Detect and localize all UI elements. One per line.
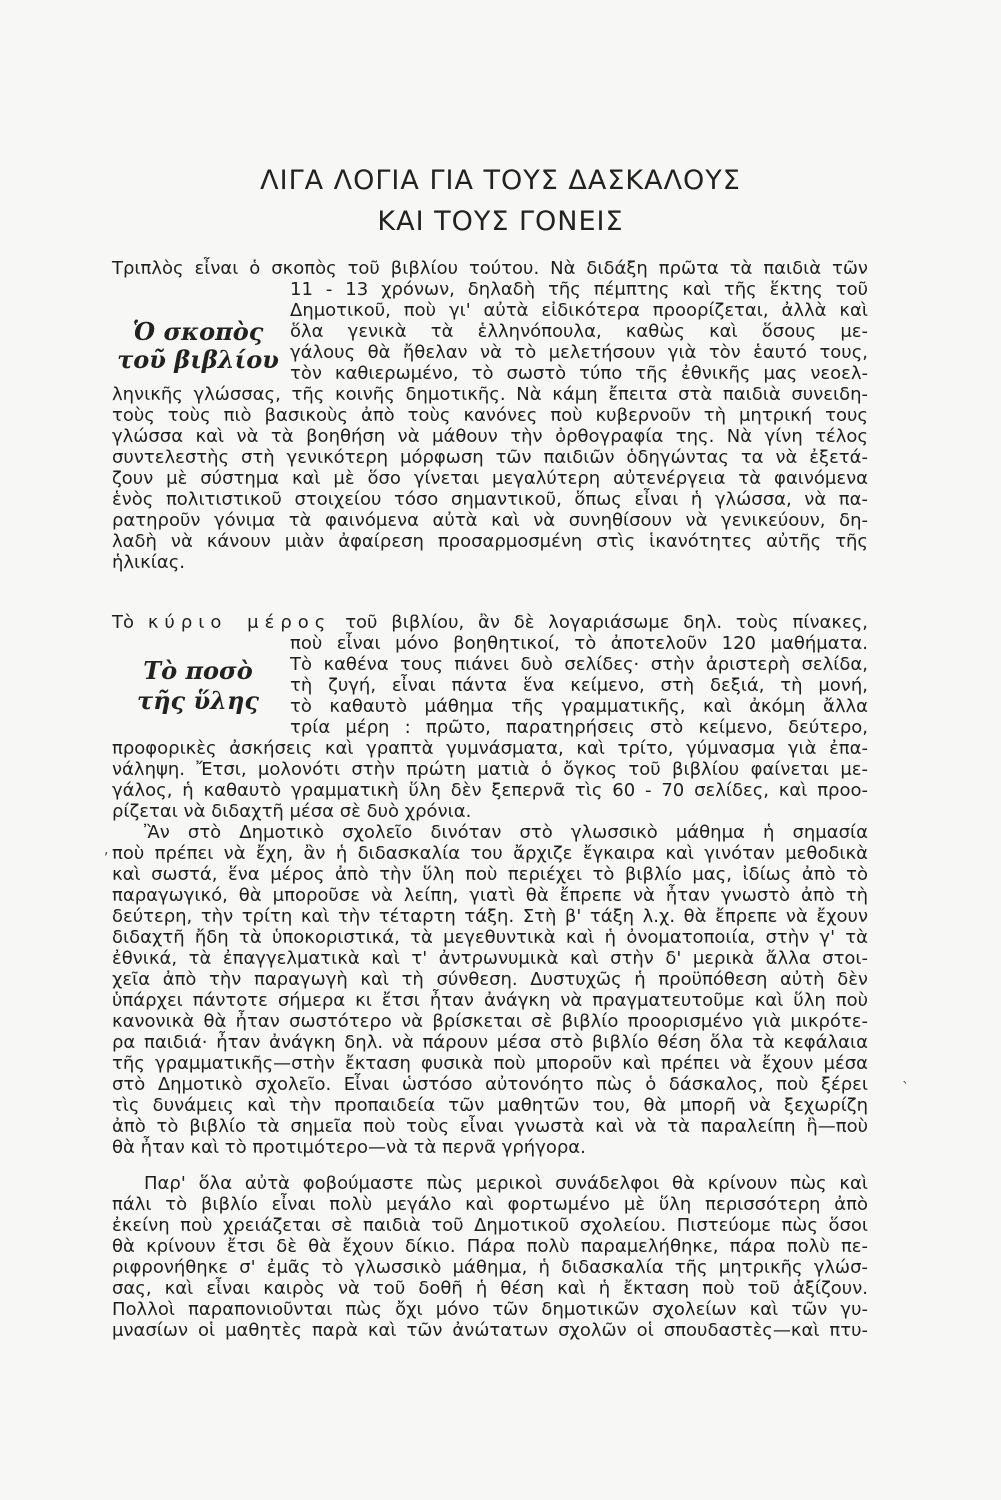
page-title-line-2: ΚΑΙ ΤΟΥΣ ΓΟΝΕΙΣ: [377, 206, 624, 237]
margin-note-amount-line-1: Τὸ ποσὸ: [143, 656, 253, 685]
section-curriculum: [112, 822, 868, 1158]
section-objections: [112, 1173, 868, 1341]
text-line: μνασίων οἱ μαθητὲς παρὰ καὶ τῶν ἀνώτατων σχολῶν οἱ σπουδαστὲς—καὶ πτυ-: [112, 1320, 868, 1341]
first-word: Τὸ: [112, 612, 135, 633]
text-line: ἑνὸς πολιτιστικοῦ στοιχείου τόσο σημαντικοῦ, ὅπως εἶναι ἡ γλώσσα, νὰ πα-: [112, 489, 868, 510]
page-title-line-1: ΛΙΓΑ ΛΟΓΙΑ ΓΙΑ ΤΟΥΣ ΔΑΣΚΑΛΟΥΣ: [260, 165, 741, 196]
text-line: γλώσσα καὶ νὰ τὰ βοηθήση νὰ μάθουν τὴν ὀρθογραφία της. Νὰ γίνη τέλος: [112, 426, 868, 447]
text-line: ριφρονήθηκε σ' ἐμᾶς τὸ γλωσσικὸ μάθημα, ἡ διδασκαλία τῆς μητρικῆς γλώσ-: [112, 1257, 868, 1278]
first-line-rest: τοῦ βιβλίου, ἂν δὲ λογαριάσωμε δηλ. τοὺς πίνακες,: [345, 612, 868, 633]
text-line: συντελεστὴς στὴ γενικότερη μόρφωση τῶν παιδιῶν ὁδηγώντας τα νὰ ἐξετά-: [112, 447, 868, 468]
text-line: νάληψη. Ἔτσι, μολονότι στὴν πρώτη ματιὰ ὁ ὄγκος τοῦ βιβλίου φαίνεται με-: [112, 759, 868, 780]
text-line: ληνικῆς γλώσσας, τῆς κοινῆς δημοτικῆς. Νὰ κάμη ἔπειτα στὰ παιδιὰ συνειδη-: [112, 384, 868, 405]
text-line: ρίζεται νὰ διδαχτῆ μέσα σὲ δυὸ χρόνια.: [112, 801, 472, 822]
text-line: ρα παιδιά· ἦταν ἀνάγκη δηλ. νὰ πάρουν μέσα στὸ βιβλίο θέση ὅλα τὰ κεφάλαια: [112, 1032, 868, 1053]
text-line: τὴ ζυγή, εἶναι πάντα ἕνα κείμενο, στὴ δεξιά, τὴ μονή,: [290, 675, 868, 696]
text-line: ζουν μὲ σύστημα καὶ μὲ ὅσο γίνεται μεγαλύτερη αὐτενέργεια τὰ φαινόμενα: [112, 468, 868, 489]
text-line: ἀπὸ τὸ βιβλίο τὰ σημεῖα ποὺ τοὺς εἶναι γνωστὰ καὶ νὰ τὰ παραλείπη ἢ—ποὺ: [112, 1116, 868, 1137]
text-line: τοὺς τοὺς πιὸ βασικοὺς ἀπὸ τοὺς κανόνες ποὺ κυβερνοῦν τὴ μητρική τους: [112, 405, 868, 426]
section-amount: [112, 612, 868, 822]
text-line: τὸν καθιερωμένο, τὸ σωστὸ τύπο τῆς ἐθνικῆς μας νεοελ-: [290, 363, 868, 384]
text-line: ἡλικίας.: [112, 552, 186, 573]
margin-note-purpose-line-1: Ὁ σκοπὸς: [132, 317, 264, 346]
text-line: ὅλα γενικὰ τὰ ἑλληνόπουλα, καθὼς καὶ ὅσους με-: [290, 321, 868, 342]
text-line: χεῖα ἀπὸ τὴν παραγωγὴ καὶ τὴ σύνθεση. Δυστυχῶς ἡ προϋπόθεση αὐτὴ δὲν: [112, 969, 868, 990]
text-line: Πολλοὶ παραπονιοῦνται πὼς ὄχι μόνο τῶν δημοτικῶν σχολείων καὶ τῶν γυ-: [112, 1299, 868, 1320]
margin-note-amount-line-2: τῆς ὕλης: [136, 686, 260, 715]
text-line: ποὺ πρέπει νὰ ἔχη, ἂν ἡ διδασκαλία του ἄρχιζε ἔγκαιρα καὶ γινόταν μεθοδικὰ: [112, 843, 868, 864]
text-line: ἐκείνη ποὺ χρειάζεται σὲ παιδιὰ τοῦ Δημοτικοῦ σχολείου. Πιστεύομε πὼς ὅσοι: [112, 1215, 868, 1236]
text-line: ρατηροῦν γόνιμα τὰ φαινόμενα αὐτὰ καὶ νὰ συνηθίσουν νὰ γενικεύουν, δη-: [112, 510, 868, 531]
text-line: ποὺ εἶναι μόνο βοηθητικοί, τὸ ἀποτελοῦν 120 μαθήματα.: [290, 633, 868, 654]
text-line: τὸ καθαυτὸ μάθημα τῆς γραμματικῆς, καὶ ἀκόμη ἄλλα: [290, 696, 868, 717]
text-line: τὶς δυνάμεις καὶ τὴν προπαιδεία τῶν μαθητῶν του, θὰ μπορῆ νὰ ξεχωρίζη: [112, 1095, 868, 1116]
stray-comma-mark: ,: [104, 842, 109, 858]
margin-note-purpose-line-2: τοῦ βιβλίου: [117, 345, 279, 374]
text-line: Δημοτικοῦ, ποὺ γι' αὐτὰ εἰδικότερα προορίζεται, ἀλλὰ καὶ: [290, 300, 868, 321]
text-line: Παρ' ὅλα αὐτὰ φοβούμαστε πὼς μερικοὶ συνάδελφοι θὰ κρίνουν πὼς καὶ: [144, 1173, 868, 1194]
text-line: γάλους θὰ ἤθελαν νὰ τὸ μελετήσουν γιὰ τὸν ἑαυτό τους,: [290, 342, 868, 363]
text-line: πάλι τὸ βιβλίο εἶναι πολὺ μεγάλο καὶ φορτωμένο μὲ ὕλη περισσότερη ἀπὸ: [112, 1194, 868, 1215]
text-line-first: [112, 612, 868, 633]
text-line: προφορικὲς ἀσκήσεις καὶ γραπτὰ γυμνάσματα, καὶ τρίτο, γύμνασμα γιὰ ἐπα-: [112, 738, 868, 759]
stray-margin-mark: ˎ: [902, 1068, 909, 1084]
text-line: δεύτερη, τὴν τρίτη καὶ τὴν τέταρτη τάξη. Στὴ β' τάξη λ.χ. θὰ ἔπρεπε νὰ ἔχουν: [112, 906, 868, 927]
text-line: 11 - 13 χρόνων, δηλαδὴ τῆς πέμπτης καὶ τῆς ἕκτης τοῦ: [290, 279, 868, 300]
text-line: καὶ σωστά, ἕνα μέρος ἀπὸ τὴν ὕλη ποὺ περιέχει τὸ βιβλίο μας, ἰδίως ἀπὸ τὸ: [112, 864, 868, 885]
text-line: ὑπάρχει πάντοτε σήμερα κι ἔτσι ἦταν ἀνάγκη νὰ πραγματευτοῦμε καὶ ὕλη ποὺ: [112, 990, 868, 1011]
text-line: διδαχτῆ ἤδη τὰ ὑποκοριστικά, τὰ μεγεθυντικὰ καὶ ἡ ὀνοματοποιία, στὴν γ' τὰ: [112, 927, 868, 948]
text-line: λαδὴ νὰ κάνουν μιὰν ἀφαίρεση προσαρμοσμένη στὶς ἱκανότητες αὐτῆς τῆς: [112, 531, 868, 552]
text-line: Ἂν στὸ Δημοτικὸ σχολεῖο δινόταν στὸ γλωσσικὸ μάθημα ἡ σημασία: [144, 822, 868, 843]
text-line: Τὸ καθένα τους πιάνει δυὸ σελίδες· στὴν ἀριστερὴ σελίδα,: [290, 654, 868, 675]
text-line: τῆς γραμματικῆς—στὴν ἔκταση φυσικὰ ποὺ μποροῦν καὶ πρέπει νὰ ἔχουν μέσα: [112, 1053, 868, 1074]
text-line: γάλος, ἡ καθαυτὸ γραμματικὴ ὕλη δὲν ξεπερνᾶ τὶς 60 - 70 σελίδες, καὶ προο-: [112, 780, 868, 801]
text-line: θὰ κρίνουν ἔτσι δὲ θὰ ἔχουν δίκιο. Πάρα πολὺ παραμελήθηκε, πάρα πολὺ πε-: [112, 1236, 868, 1257]
text-line: στὸ Δημοτικὸ σχολεῖο. Εἶναι ὡστόσο αὐτονόητο πὼς ὁ δάσκαλος, ποὺ ξέρει: [112, 1074, 868, 1095]
text-line: Τριπλὸς εἶναι ὁ σκοπὸς τοῦ βιβλίου τούτου. Νὰ διδάξη πρῶτα τὰ παιδιὰ τῶν: [112, 258, 868, 279]
text-line: τρία μέρη : πρῶτο, παρατηρήσεις στὸ κείμενο, δεύτερο,: [290, 717, 868, 738]
section-purpose: [112, 258, 868, 573]
text-line: θὰ ἦταν καὶ τὸ προτιμότερο—νὰ τὰ περνᾶ γρήγορα.: [112, 1137, 586, 1158]
text-line: παραγωγικό, θὰ μποροῦσε νὰ λείπη, γιατὶ θὰ ἔπρεπε νὰ ἦταν γνωστὸ ἀπὸ τὴ: [112, 885, 868, 906]
text-line: ἐθνικά, τὰ ἐπαγγελματικὰ καὶ τ' ἀντρωνυμικὰ καὶ στὴν δ' μερικὰ ἄλλα στοι-: [112, 948, 868, 969]
text-line: κανονικὰ θὰ ἦταν σωστότερο νὰ βρίσκεται σὲ βιβλίο προορισμένο γιὰ μικρότε-: [112, 1011, 868, 1032]
text-line: σας, καὶ εἶναι καιρὸς νὰ τοῦ δοθῆ ἡ θέση καὶ ἡ ἔκταση ποὺ τοῦ ἀξίζουν.: [112, 1278, 868, 1299]
spaced-emphasis: κύριο μέρος: [147, 612, 332, 633]
